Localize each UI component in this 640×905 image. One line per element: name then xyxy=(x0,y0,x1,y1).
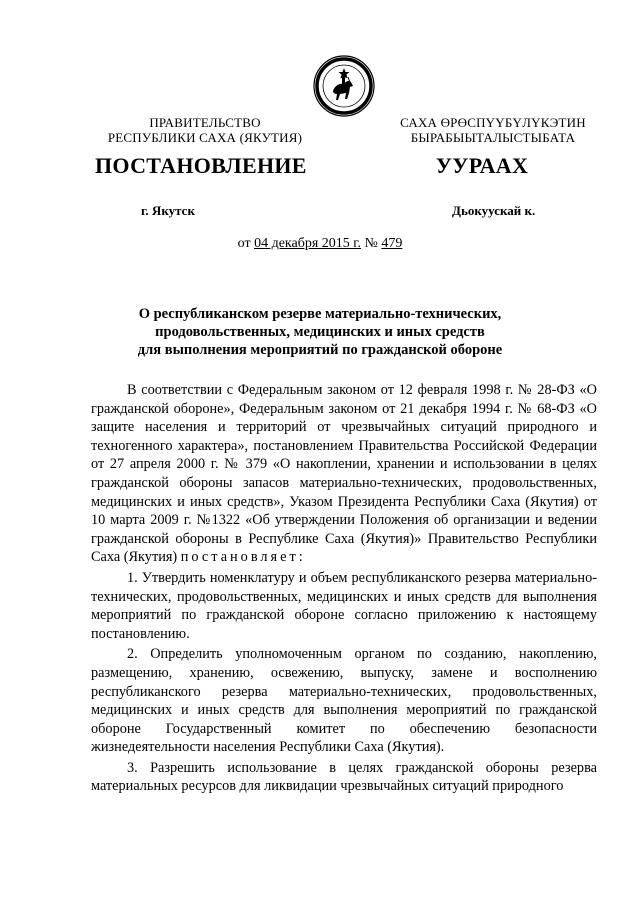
government-line-2: РЕСПУБЛИКИ САХА (ЯКУТИЯ) xyxy=(107,130,303,145)
document-date: 04 декабря 2015 г. xyxy=(254,236,361,251)
city-ru: г. Якутск xyxy=(141,203,195,218)
title-line-1: О республиканском резерве материально-технических, xyxy=(138,306,502,322)
document-title xyxy=(110,305,530,359)
title-line-2: продовольственных, медицинских и иных средств xyxy=(155,324,485,340)
title-line-3: для выполнения мероприятий по гражданской обороне xyxy=(137,342,503,358)
coat-of-arms-icon xyxy=(313,55,375,117)
preamble-paragraph xyxy=(91,381,597,567)
clause-2: 2. Определить уполномоченным органом по созданию, накоплению, размещению, хранению, освежению, выпуску, замене и восполнению республиканского резерва материально-технических, продовольственных, медицинских и иных средств для выполнения мероприятий по гражданской обороне Государственный комитет по обеспечению безопасности жизнедеятельности населения Республики Саха (Якутия). xyxy=(91,646,597,756)
government-name-sakha xyxy=(388,115,598,145)
government-line-2-sakha: БЫРАБЫЫТАЛЫСТЫБАТА xyxy=(410,130,576,145)
document-number: 479 xyxy=(381,236,403,251)
document-kind-ru: ПОСТАНОВЛЕНИЕ xyxy=(95,153,307,178)
decree-word: постановляет: xyxy=(180,549,306,566)
date-prefix: от xyxy=(237,236,255,251)
number-sign: № xyxy=(360,236,382,251)
document-body xyxy=(91,381,597,798)
government-line-1-sakha: САХА ӨРӨСПҮҮБҮЛҮКЭТИН xyxy=(400,115,586,130)
clause-1: 1. Утвердить номенклатуру и объем республиканского резерва материально-технических, продовольственных, медицинских и иных средств для выполнения мероприятий по гражданской обороне согласно приложению к настоящему постановлению. xyxy=(91,569,597,642)
government-name-ru xyxy=(100,115,310,145)
preamble-text: В соответствии с Федеральным законом от 12 февраля 1998 г. № 28-ФЗ «О гражданской обороне», Федеральным законом от 21 декабря 1994 г. № 68-ФЗ «О защите населения и территорий от чрезвычайных ситуаций природного и техногенного характера», постановлением Правительства Российской Федерации от 27 апреля 2000 г. № 379 «О накоплении, хранении и использовании в целях гражданской обороны запасов материально-технических, продовольственных, медицинских и иных средств», Указом Президента Республики Саха (Якутия) от 10 марта 2009 г. №1322 «Об утверждении Положения об организации и ведении гражданской обороны в Республике Саха (Якутия)» Правительство Республики Саха (Якутия) xyxy=(91,382,597,566)
clause-3: 3. Разрешить использование в целях гражданской обороны резерва материальных ресурсов для ликвидации чрезвычайных ситуаций природного xyxy=(91,759,597,795)
date-number-line xyxy=(0,236,640,252)
government-line-1: ПРАВИТЕЛЬСТВО xyxy=(149,115,261,130)
city-sakha: Дьокуускай к. xyxy=(452,203,536,218)
document-kind-sakha: УУРААХ xyxy=(435,153,529,178)
